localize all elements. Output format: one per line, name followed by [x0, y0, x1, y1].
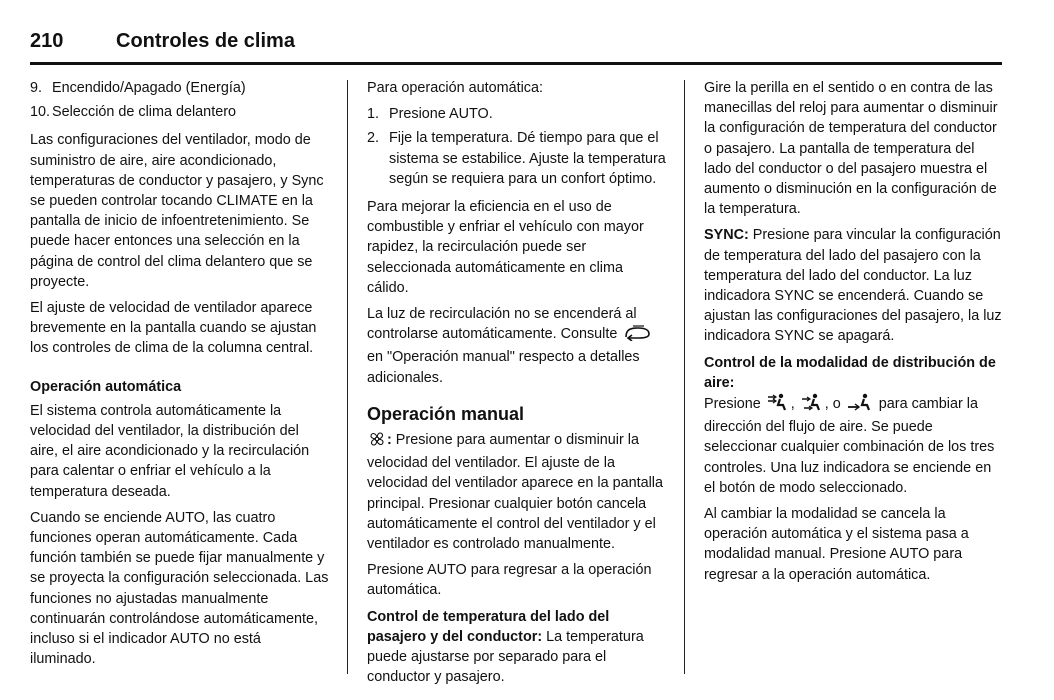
paragraph: Control de temperatura del lado del pasajero y del conductor: La temperatura puede ajustarse por separado para el conductor y pasajero.	[367, 608, 644, 686]
list-item: 1. Presione AUTO.	[367, 106, 493, 123]
paragraph: El sistema controla automáticamente la velocidad del ventilador, la distribución del aire, el aire acondicionado y la recirculación para calentar o enfriar el vehículo a la temperatura deseada.	[30, 402, 310, 500]
header-rule	[30, 62, 1002, 65]
paragraph: SYNC: Presione para vincular la configuración de temperatura del lado del pasajero con la temperatura del lado del conductor. La luz indicadora SYNC se encenderá. Cuando se ajustan las configuraciones del pasajero, la luz indicadora SYNC se apagará.	[704, 227, 1002, 345]
page-header	[30, 28, 1002, 60]
paragraph: Gire la perilla en el sentido o en contra de las manecillas del reloj para aumentar o disminuir la configuración de temperatura del conductor o pasajero. La pantalla de temperatura del lado del conductor o del pasajero muestra el aumento o disminución en la configuración de la temperatura.	[704, 80, 998, 218]
paragraph: Las configuraciones del ventilador, modo de suministro de aire, aire acondicionado, temperaturas de conductor y pasajero, y Sync se pueden controlar tocando CLIMATE en la pantalla de inicio de infoentretenimiento. Se puede hacer entonces una selección en la página de control del clima delantero que se proyecte.	[30, 132, 324, 290]
recirculation-icon	[623, 325, 653, 347]
paragraph: Para operación automática:	[367, 80, 543, 96]
vent-mode-icon	[767, 393, 789, 417]
list-item: 10. Selección de clima delantero	[30, 104, 236, 121]
column-1	[30, 78, 330, 675]
column-2	[367, 78, 667, 693]
paragraph: Para mejorar la eficiencia en el uso de combustible y enfriar el vehículo con mayor rapidez, la recirculación puede ser seleccionada automáticamente en clima cálido.	[367, 199, 644, 296]
column-3	[704, 78, 1004, 591]
page-title: Controles de clima	[116, 30, 295, 52]
paragraph: Control de la modalidad de distribución de aire:	[704, 354, 996, 391]
column-divider	[347, 80, 348, 674]
floor-mode-icon	[847, 393, 873, 417]
section-heading: Operación automática	[30, 378, 182, 395]
column-divider	[684, 80, 685, 674]
fan-icon	[369, 431, 385, 453]
list-item: 2. Fije la temperatura. Dé tiempo para que el sistema se estabilice. Ajuste la temperatura según se requiera para un confort óptimo.	[367, 130, 666, 187]
paragraph: Al cambiar la modalidad se cancela la operación automática y el sistema pasa a modalidad manual. Presione AUTO para regresar a la operación automática.	[704, 506, 969, 583]
paragraph: Presione AUTO para regresar a la operación automática.	[367, 562, 652, 599]
paragraph: La luz de recirculación no se encenderá al controlarse automáticamente. Consulte en "Operación manual" respecto a detalles adicionales.	[367, 304, 667, 388]
paragraph: Presione , , o para cambiar la dirección del flujo de aire. Se puede seleccionar cualquier combinación de los tres controles. Una luz indicadora se enciende en el botón de modo seleccionado.	[704, 393, 1004, 498]
paragraph: Cuando se enciende AUTO, las cuatro funciones operan automáticamente. Cada función también se puede fijar manualmente y se proyecta la configuración seleccionada. Las funciones no ajustadas manualmente continuarán controlándose automáticamente, incluso si el indicador AUTO no está iluminado.	[30, 509, 329, 668]
list-item: 9. Encendido/Apagado (Energía)	[30, 80, 246, 96]
paragraph: El ajuste de velocidad de ventilador aparece brevemente en la pantalla cuando se ajustan los controles de clima de la columna central.	[30, 300, 317, 357]
paragraph: : Presione para aumentar o disminuir la velocidad del ventilador. El ajuste de la velocidad del ventilador aparece en la pantalla principal. Presionar cualquier botón cancela automáticamente el control del ventilador y el ventilador es controlado manualmente.	[367, 432, 664, 553]
bi-level-mode-icon	[801, 393, 823, 417]
section-heading: Operación manual	[367, 403, 525, 424]
page-number: 210	[30, 30, 64, 52]
